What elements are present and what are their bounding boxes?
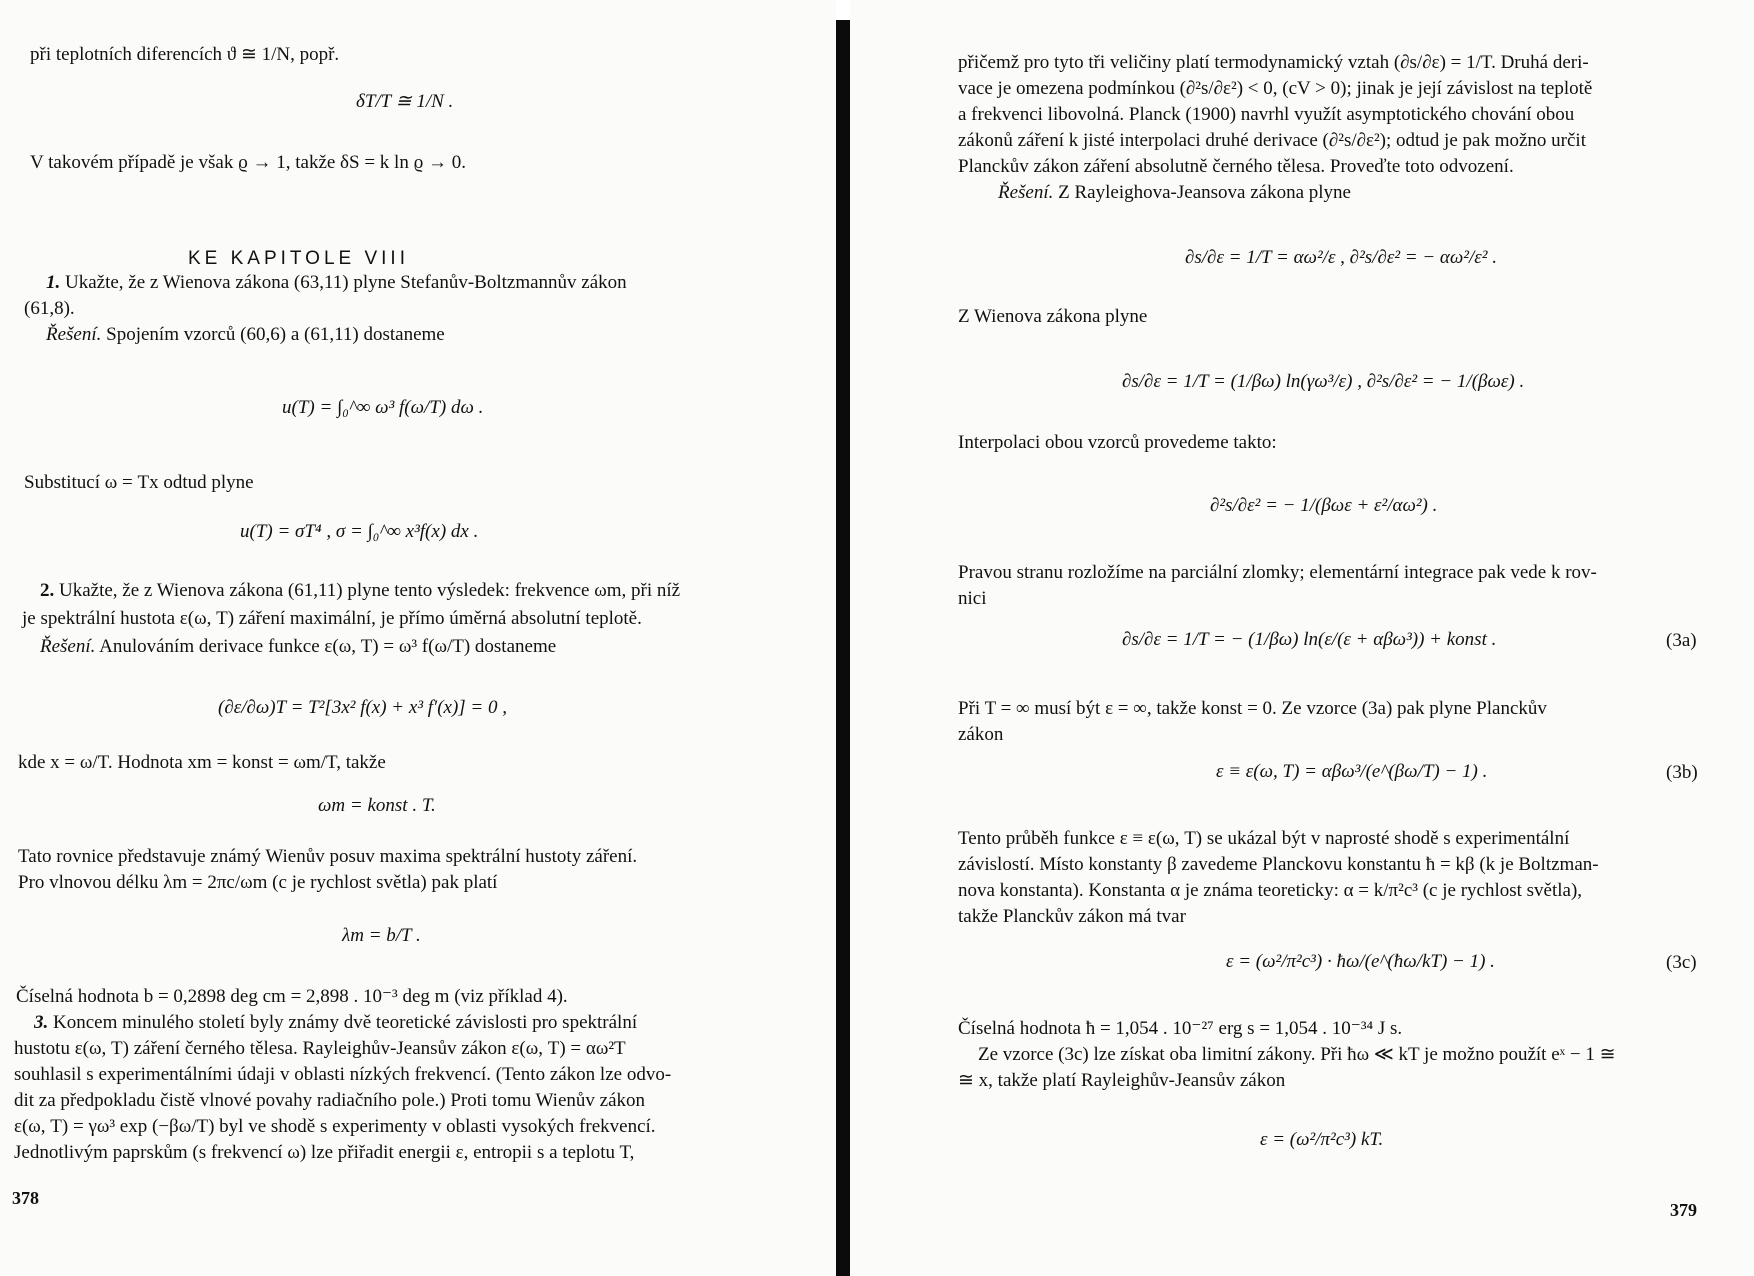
solution-label: Řešení. — [998, 182, 1054, 203]
equation: ∂s/∂ε = 1/T = (1/βω) ln(γω³/ε) , ∂²s/∂ε² = − 1/(βωε) . — [1122, 371, 1525, 392]
equation: ε ≡ ε(ω, T) = αβω³/(e^(βω/T) − 1) . — [1216, 761, 1488, 782]
chapter-heading: KE KAPITOLE VIII — [188, 248, 409, 269]
text-line: zákon — [958, 724, 1004, 745]
solution-label: Řešení. — [46, 324, 102, 345]
text-line: Řešení. Spojením vzorců (60,6) a (61,11) dostaneme — [46, 324, 445, 345]
equation: δT/T ≅ 1/N . — [356, 91, 454, 112]
problem-number: 2. — [40, 580, 55, 601]
text-line: vace je omezena podmínkou (∂²s/∂ε²) < 0, (cV > 0); jinak je její závislost na teplotě — [958, 78, 1593, 99]
text-line: je spektrální hustota ε(ω, T) záření maximální, je přímo úměrná absolutní teplotě. — [22, 608, 642, 629]
equation: u(T) = ∫₀^∞ ω³ f(ω/T) dω . — [282, 397, 484, 418]
text-line: Ze vzorce (3c) lze získat oba limitní zákony. Při ħω ≪ kT je možno použít eˣ − 1 ≅ — [978, 1044, 1616, 1065]
text-line: při teplotních diferencích ϑ ≅ 1/N, popř. — [30, 44, 340, 65]
text-line: (61,8). — [24, 298, 75, 319]
text-line: a frekvenci libovolná. Planck (1900) navrhl využít asymptotického chování obou — [958, 104, 1575, 125]
right-page — [850, 0, 1754, 1276]
book-gutter — [836, 20, 850, 1276]
left-page — [0, 0, 836, 1276]
equation: ε = (ω²/π²c³) · ħω/(e^(ħω/kT) − 1) . — [1226, 951, 1495, 972]
equation-label: (3b) — [1666, 762, 1698, 783]
equation: (∂ε/∂ω)T = T²[3x² f(x) + x³ f′(x)] = 0 , — [218, 697, 507, 718]
text-line: Jednotlivým paprskům (s frekvencí ω) lze přiřadit energii ε, entropii s a teplotu T, — [14, 1142, 635, 1163]
problem-number: 3. — [34, 1012, 49, 1033]
text-line: Interpolaci obou vzorců provedeme takto: — [958, 432, 1277, 453]
problem-text: Ukažte, že z Wienova zákona (63,11) plyne Stefanův-Boltzmannův zákon — [65, 272, 627, 293]
equation: ε = (ω²/π²c³) kT. — [1260, 1129, 1384, 1150]
text-line: hustotu ε(ω, T) záření černého tělesa. Rayleighův-Jeansův zákon ε(ω, T) = αω²T — [14, 1038, 626, 1059]
text-line: Tento průběh funkce ε ≡ ε(ω, T) se ukázal být v naprosté shodě s experimentální — [958, 828, 1570, 849]
text-line: Řešení. Anulováním derivace funkce ε(ω, T) = ω³ f(ω/T) dostaneme — [40, 636, 557, 657]
text-line: kde x = ω/T. Hodnota xm = konst = ωm/T, takže — [18, 752, 386, 773]
solution-label: Řešení. — [40, 636, 96, 657]
text-line: Substitucí ω = Tx odtud plyne — [24, 472, 254, 493]
equation: ∂s/∂ε = 1/T = − (1/βω) ln(ε/(ε + αβω³)) + konst . — [1122, 629, 1497, 650]
text-line: ≅ x, takže platí Rayleighův-Jeansův zákon — [958, 1070, 1286, 1091]
equation: ∂²s/∂ε² = − 1/(βωε + ε²/αω²) . — [1210, 495, 1438, 516]
text-line: dit za předpokladu čistě vlnové povahy radiačního pole.) Proti tomu Wienův zákon — [14, 1090, 645, 1111]
equation: u(T) = σT⁴ , σ = ∫₀^∞ x³f(x) dx . — [240, 521, 479, 542]
text-line: 3. Koncem minulého století byly známy dvě teoretické závislosti pro spektrální — [34, 1012, 638, 1033]
problem-number: 1. — [46, 272, 61, 293]
text-line: ε(ω, T) = γω³ exp (−βω/T) byl ve shodě s experimenty v oblasti vysokých frekvencí. — [14, 1116, 656, 1137]
text-line: přičemž pro tyto tři veličiny platí termodynamický vztah (∂s/∂ε) = 1/T. Druhá deri- — [958, 52, 1589, 73]
page-number: 378 — [12, 1188, 39, 1208]
text-line — [46, 270, 627, 296]
equation: λm = b/T . — [342, 925, 421, 946]
text-line: Pro vlnovou délku λm = 2πc/ωm (c je rychlost světla) pak platí — [18, 872, 498, 893]
text-line: Tato rovnice představuje známý Wienův posuv maxima spektrální hustoty záření. — [18, 846, 638, 867]
text-line: 2. Ukažte, že z Wienova zákona (61,11) plyne tento výsledek: frekvence ωm, při níž — [40, 580, 681, 601]
text-line: nici — [958, 588, 987, 609]
text-line: zákonů záření k jisté interpolaci druhé derivace (∂²s/∂ε²); odtud je pak možno určit — [958, 130, 1586, 151]
text-line: Číselná hodnota ħ = 1,054 . 10⁻²⁷ erg s = 1,054 . 10⁻³⁴ J s. — [958, 1018, 1403, 1039]
text-line: Číselná hodnota b = 0,2898 deg cm = 2,898 . 10⁻³ deg m (viz příklad 4). — [16, 986, 568, 1007]
text-line: Řešení. Z Rayleighova-Jeansova zákona plyne — [998, 182, 1351, 203]
text-line: Pravou stranu rozložíme na parciální zlomky; elementární integrace pak vede k rov- — [958, 562, 1597, 583]
equation: ωm = konst . T. — [318, 795, 436, 816]
text-line: Planckův zákon záření absolutně černého tělesa. Proveďte toto odvození. — [958, 156, 1514, 177]
text-line: závislostí. Místo konstanty β zavedeme Planckovu konstantu ħ = kβ (k je Boltzman- — [958, 854, 1599, 875]
text-line: Při T = ∞ musí být ε = ∞, takže konst = 0. Ze vzorce (3a) pak plyne Planckův — [958, 698, 1547, 719]
text-line: Z Wienova zákona plyne — [958, 306, 1148, 327]
text-line: nova konstanta). Konstanta α je známa teoreticky: α = k/π²c³ (c je rychlost světla), — [958, 880, 1583, 901]
text-line: V takovém případě je však ϱ → 1, takže δS = k ln ϱ → 0. — [30, 152, 466, 173]
equation: ∂s/∂ε = 1/T = αω²/ε , ∂²s/∂ε² = − αω²/ε² . — [1185, 247, 1497, 268]
text-line: souhlasil s experimentálními údaji v oblasti nízkých frekvencí. (Tento zákon lze odvo- — [14, 1064, 672, 1085]
page-number: 379 — [1670, 1200, 1697, 1220]
equation-label: (3a) — [1666, 630, 1697, 651]
text-line: takže Planckův zákon má tvar — [958, 906, 1186, 927]
equation-label: (3c) — [1666, 952, 1697, 973]
